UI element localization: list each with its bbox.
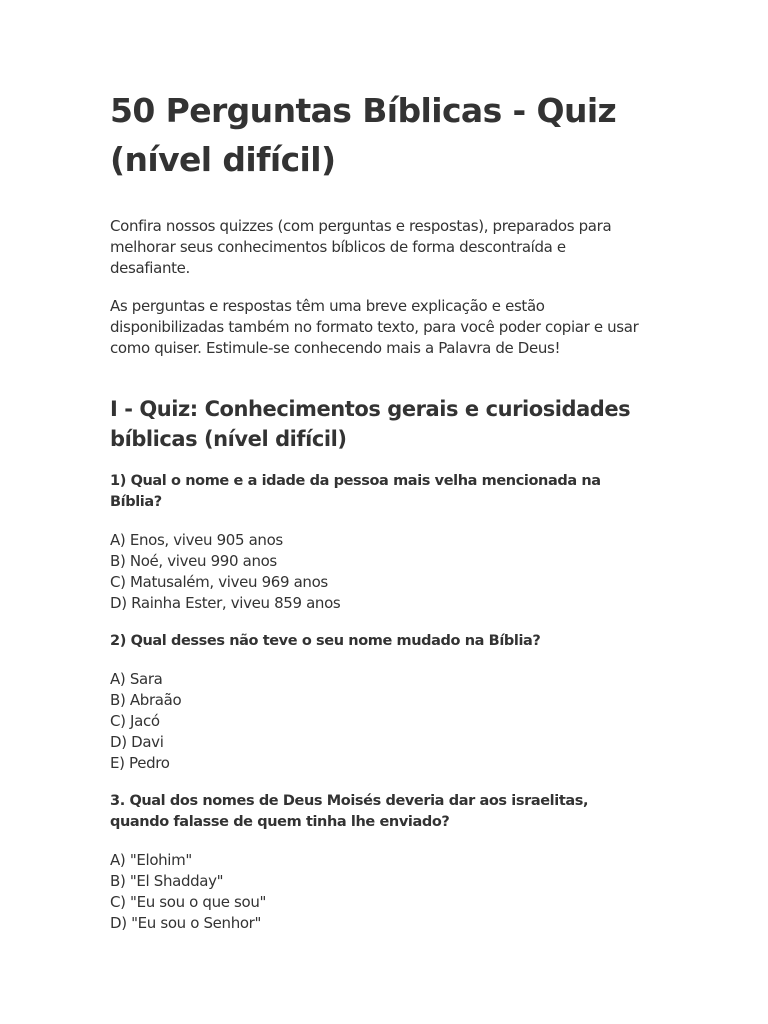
answer-option: A) Sara (110, 670, 163, 688)
question-block (110, 631, 650, 774)
answer-option: C) "Eu sou o que sou" (110, 893, 267, 911)
answer-option: D) Rainha Ester, viveu 859 anos (110, 594, 341, 612)
answer-option: B) Noé, viveu 990 anos (110, 552, 277, 570)
intro-paragraph: Confira nossos quizzes (com perguntas e respostas), preparados para melhorar seus conhecimentos bíblicos de forma descontraída e desafiante. (110, 217, 612, 277)
question-text: 1) Qual o nome e a idade da pessoa mais velha mencionada na Bíblia? (110, 473, 601, 510)
answer-options (110, 669, 650, 774)
question-text: 2) Qual desses não teve o seu nome mudado na Bíblia? (110, 633, 541, 649)
answer-option: C) Jacó (110, 712, 160, 730)
question-block (110, 791, 650, 934)
answer-option: C) Matusalém, viveu 969 anos (110, 573, 328, 591)
answer-option: E) Pedro (110, 754, 170, 772)
answer-option: B) "El Shadday" (110, 872, 224, 890)
question-text: 3. Qual dos nomes de Deus Moisés deveria dar aos israelitas, quando falasse de quem tinha lhe enviado? (110, 793, 589, 830)
answer-options (110, 850, 650, 934)
question-block (110, 471, 650, 614)
answer-option: D) Davi (110, 733, 164, 751)
answer-option: B) Abraão (110, 691, 182, 709)
answer-option: A) "Elohim" (110, 851, 192, 869)
section-heading: I - Quiz: Conhecimentos gerais e curiosidades bíblicas (nível difícil) (110, 397, 631, 451)
answer-options (110, 530, 650, 614)
page-title: 50 Perguntas Bíblicas - Quiz (nível difícil) (110, 91, 617, 179)
intro-paragraph: As perguntas e respostas têm uma breve explicação e estão disponibilizadas também no formato texto, para você poder copiar e usar como quiser. Estimule-se conhecendo mais a Palavra de Deus! (110, 297, 639, 357)
answer-option: D) "Eu sou o Senhor" (110, 914, 262, 932)
document-page (110, 86, 650, 934)
answer-option: A) Enos, viveu 905 anos (110, 531, 283, 549)
